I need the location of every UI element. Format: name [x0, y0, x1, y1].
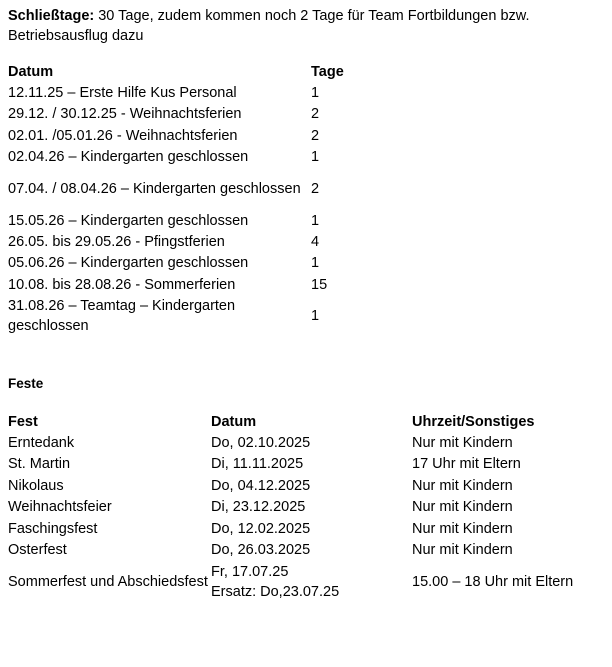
- closing-date-cell: 02.01. /05.01.26 - Weihnachtsferien: [8, 127, 238, 144]
- table-row: [8, 454, 602, 475]
- fest-date-cell: Do, 12.02.2025: [211, 520, 311, 537]
- fest-info-cell: Nur mit Kindern: [412, 520, 513, 537]
- table-row: [8, 146, 371, 167]
- closing-days-cell: 1: [311, 255, 320, 272]
- header-datum: Datum: [211, 413, 257, 430]
- closing-date-cell: 07.04. / 08.04.26 – Kindergarten geschlossen: [8, 180, 301, 197]
- fest-info-cell: 17 Uhr mit Eltern: [412, 456, 521, 473]
- closing-date-cell: 02.04.26 – Kindergarten geschlossen: [8, 148, 249, 165]
- fest-date-cell: Do, 04.12.2025: [211, 477, 311, 494]
- fest-info-cell: Nur mit Kindern: [412, 477, 513, 494]
- closing-date-cell: 26.05. bis 29.05.26 - Pfingstferien: [8, 233, 225, 250]
- closing-days-cell: 2: [311, 106, 320, 123]
- closing-days-summary: 30 Tage, zudem kommen noch 2 Tage für Team Fortbildungen bzw. Betriebsausflug dazu: [8, 8, 530, 44]
- fest-name-cell: St. Martin: [8, 456, 71, 473]
- closing-days-label: Schließtage:: [8, 8, 95, 24]
- fest-info-cell: Nur mit Kindern: [412, 542, 513, 559]
- closing-date-cell: 12.11.25 – Erste Hilfe Kus Personal: [8, 84, 237, 101]
- fest-name-cell: Erntedank: [8, 435, 75, 452]
- fest-name-cell: Faschingsfest: [8, 520, 98, 537]
- table-row: [8, 432, 602, 453]
- fest-name-cell: Sommerfest und Abschiedsfest: [8, 573, 208, 590]
- table-row: [8, 497, 602, 518]
- closing-days-cell: 4: [311, 233, 320, 250]
- feste-section-title: Feste: [8, 376, 44, 391]
- fest-date-alternative: Ersatz: Do,23.07.25: [211, 583, 340, 600]
- table-row: [8, 104, 371, 125]
- header-datum: Datum: [8, 63, 54, 80]
- fest-info-cell: 15.00 – 18 Uhr mit Eltern: [412, 573, 574, 590]
- table-row: [8, 125, 371, 146]
- table-row: [8, 295, 371, 338]
- header-tage: Tage: [311, 63, 344, 80]
- closing-date-cell: 05.06.26 – Kindergarten geschlossen: [8, 255, 249, 272]
- table-row: [8, 82, 371, 103]
- fest-date-cell: Do, 26.03.2025: [211, 542, 311, 559]
- table-row: [8, 518, 602, 539]
- fest-date-cell: Di, 11.11.2025: [211, 456, 304, 473]
- closing-date-cell: 31.08.26 – Teamtag – Kindergarten geschlossen: [8, 298, 236, 335]
- closing-date-cell: 10.08. bis 28.08.26 - Sommerferien: [8, 276, 236, 293]
- table-row: [8, 561, 602, 603]
- table-header-row: [8, 411, 602, 432]
- closing-days-table: [8, 61, 371, 338]
- closing-days-cell: 1: [311, 84, 320, 101]
- table-header-row: [8, 61, 371, 82]
- fest-date-primary: Fr, 17.07.25: [211, 563, 289, 580]
- closing-days-cell: 1: [311, 148, 320, 165]
- header-uhrzeit: Uhrzeit/Sonstiges: [412, 413, 535, 430]
- fest-name-cell: Osterfest: [8, 542, 67, 559]
- fest-info-cell: Nur mit Kindern: [412, 435, 513, 452]
- closing-days-cell: 1: [311, 308, 320, 325]
- table-row: [8, 253, 371, 274]
- closing-date-cell: 15.05.26 – Kindergarten geschlossen: [8, 212, 249, 229]
- table-row: [8, 231, 371, 252]
- fest-date-cell: [211, 561, 412, 603]
- closing-date-cell: 29.12. / 30.12.25 - Weihnachtsferien: [8, 106, 242, 123]
- fest-info-cell: Nur mit Kindern: [412, 499, 513, 516]
- feste-table: [8, 411, 602, 603]
- closing-days-cell: 2: [311, 180, 320, 197]
- table-row: [8, 167, 371, 210]
- closing-days-intro: [8, 6, 598, 46]
- table-row: [8, 210, 371, 231]
- closing-days-cell: 2: [311, 127, 320, 144]
- closing-days-cell: 1: [311, 212, 320, 229]
- fest-name-cell: Nikolaus: [8, 477, 64, 494]
- fest-name-cell: Weihnachtsfeier: [8, 499, 112, 516]
- fest-date-cell: Do, 02.10.2025: [211, 435, 311, 452]
- header-fest: Fest: [8, 413, 38, 430]
- fest-date-cell: Di, 23.12.2025: [211, 499, 306, 516]
- closing-days-cell: 15: [311, 276, 328, 293]
- table-row: [8, 475, 602, 496]
- table-row: [8, 274, 371, 295]
- table-row: [8, 539, 602, 560]
